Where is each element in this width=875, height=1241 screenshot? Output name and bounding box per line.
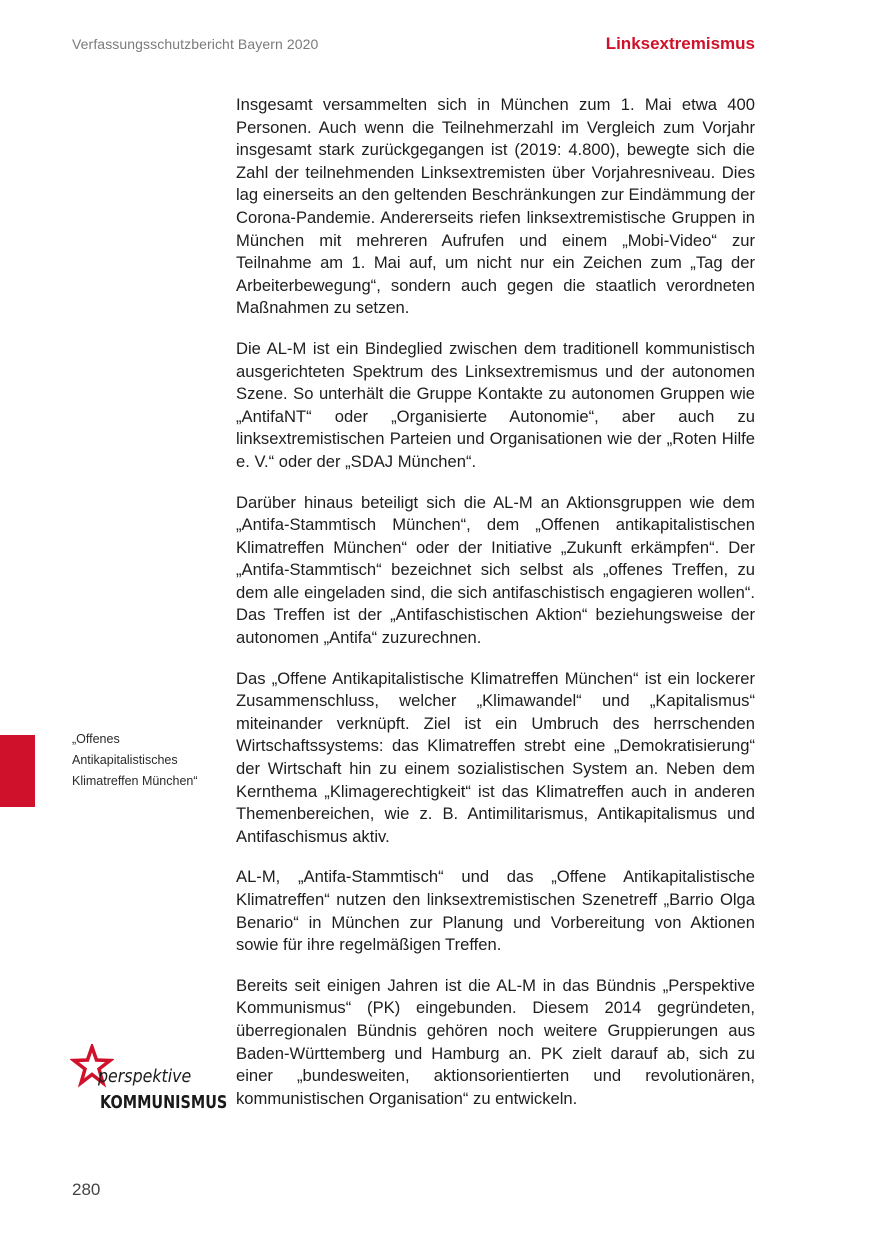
chapter-marker-tab: [0, 735, 35, 807]
logo-wordmark-top: perspektive: [98, 1066, 192, 1087]
paragraph-5: AL-M, „Antifa-Stammtisch“ und das „Offene Antikapitalistische Klimatreffen“ nutzen den linksextremistischen Szenetreff „Barrio Olga Benario“ in München zur Planung und Vorbereitung von Aktionen sowie für ihre regelmäßigen Treffen.: [236, 867, 755, 955]
running-header: Verfassungsschutzbericht Bayern 2020: [72, 36, 319, 52]
page-number: 280: [72, 1180, 101, 1199]
logo-wordmark-bottom: KOMMUNISMUS: [100, 1092, 228, 1113]
paragraph-6: Bereits seit einigen Jahren ist die AL-M in das Bündnis „Perspektive Kommunismus“ (PK) eingebunden. Diesem 2014 gegründeten, überregionalen Bündnis gehören noch weitere Gruppierungen aus Baden-Württemberg und Hamburg an. PK zielt darauf ab, sich zu einer „bundesweiten, aktionsorientierten und revolutionären, kommunistischen Organisation“ zu entwickeln.: [236, 975, 755, 1108]
paragraph-2: Die AL-M ist ein Bindeglied zwischen dem traditionell kommunistisch ausgerichteten Spektrum des Linksextremismus und der autonomen Szene. So unterhält die Gruppe Kontakte zu autonomen Gruppen wie „AntifaNT“ oder „Organisierte Autonomie“, aber auch zu linksextremistischen Parteien und Organisationen wie der „Roten Hilfe e. V.“ oder der „SDAJ München“.: [236, 338, 755, 471]
body-text: [236, 94, 755, 1128]
paragraph-3: Darüber hinaus beteiligt sich die AL-M an Aktionsgruppen wie dem „Antifa-Stammtisch München“, dem „Offenen antikapitalistischen Klimatreffen München“ oder der Initiative „Zukunft erkämpfen“. Der „Antifa-Stammtisch“ bezeichnet sich selbst als „offenes Treffen, zu dem alle eingeladen sind, die sich antifaschistisch engagieren wollen“. Das Treffen ist der „Antifaschistischen Aktion“ beziehungsweise der autonomen „Antifa“ zuzurechnen.: [236, 492, 755, 648]
margin-note: „Offenes Antikapitalistisches Klimatreffen München“: [72, 732, 198, 788]
paragraph-1: Insgesamt versammelten sich in München zum 1. Mai etwa 400 Personen. Auch wenn die Teilnehmerzahl im Vergleich zum Vorjahr insgesamt stark zurückgegangen ist (2019: 4.800), bewegte sich die Zahl der teilnehmenden Linksextremisten über Vorjahresniveau. Dies lag einerseits an den geltenden Beschränkungen zur Eindämmung der Corona-Pandemie. Andererseits riefen linksextremistische Gruppen in München mit mehreren Aufrufen und einem „Mobi-Video“ zur Teilnahme am 1. Mai auf, um nicht nur ein Zeichen zum „Tag der Arbeiterbewegung“, sondern auch gegen die staatlich verordneten Maßnahmen zu setzen.: [236, 95, 755, 318]
chapter-title: Linksextremismus: [605, 34, 755, 53]
paragraph-4: Das „Offene Antikapitalistische Klimatreffen München“ ist ein lockerer Zusammenschluss, welcher „Klimawandel“ und „Kapitalismus“ miteinander verknüpft. Ziel ist ein Umbruch des herrschenden Wirtschaftssystems: das Klimatreffen strebt eine „Demokratisierung“ der Wirtschaft hin zu einem sozialistischen System an. Neben dem Kernthema „Klimagerechtigkeit“ ist das Klimatreffen auch in anderen Themenbereichen, wie z. B. Antimilitarismus, Antikapitalismus und Antifaschismus aktiv.: [236, 668, 755, 846]
perspektive-kommunismus-logo: [70, 1044, 228, 1118]
